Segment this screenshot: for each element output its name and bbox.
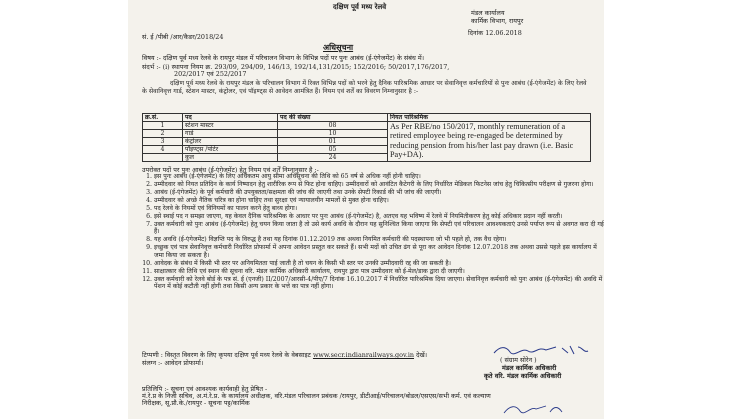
reference-number: सं. ई /पीबी /आर/कैडर/2018/24	[142, 33, 224, 41]
total-label: कुल	[183, 154, 278, 162]
conditions-list	[142, 173, 604, 291]
office-line2: कार्मिक विभाग, रायपुर	[471, 17, 524, 25]
list-item: 3. आबंध (ई-एंगेजमेंट) के पूर्व कर्मचारी की उपयुक्तता/सक्षमता की जांच की जाएगी तथा उनके सेफ्टी रिकार्ड की भी जांच की जाएगी।	[154, 189, 604, 196]
intro-paragraph: दक्षिण पूर्व मध्य रेलवे के रायपुर मंडल के परिचालन विभाग में रिक्त विभिन्न पदों को भरने हेतु दैनिक पारिश्रमिक आधार पर सेवानिवृत्त कर्मचारियों से पुनः आबंध (ई-एंगेजमेंट) के लिए रेलवे के सेवानिवृत्त गार्ड, स्टेशन मास्टर, कंट्रोलर, एवं पॉइण्ट्स से आवेदन आमंत्रित हैं। नियम एवं शर्तें का विवरण निम्नानुसार है :-	[142, 80, 587, 95]
row-post: गार्ड	[183, 130, 278, 138]
copy-line2: निरीक्षक, सू.प्रौ.के./रायपुर - सूचना पट्ट/कार्मिक	[142, 399, 250, 407]
list-item: 12. उक्त कर्मचारी को रेलवे बोर्ड के पत्र सं. ई (एनजी) II/2007/आरसी-4/पीए/7 दिनांक 16.10.2017 में निर्धारित पारिश्रमिक दिया जाएगा। सेवानिवृत्त कर्मचारी को पुनः आबंध (ई-एंगेजमेंट) की अवधि में पेंशन में कोई कटौती नहीं होगी तथा किसी अन्य प्रकार के भत्ते का पात्र नहीं होगा।	[154, 276, 604, 291]
right-margin	[604, 0, 730, 419]
row-serial: 3	[143, 138, 183, 146]
list-item: 4. उम्मीदवार को अच्छे नैतिक चरित्र का होना चाहिए तथा सुरक्षा एवं न्यायालयीन मामलों से मुक्त होना चाहिए।	[154, 197, 604, 204]
row-count: 01	[278, 138, 388, 146]
note-prefix: टिप्पणी : विस्तृत विवरण के लिए कृपया दक्षिण पूर्व मध्य रेलवे के वेबसाइट	[142, 351, 311, 359]
subject-line: विषय :- दक्षिण पूर्व मध्य रेलवे के रायपुर मंडल में परिचालन विभाग के विभिन्न पदों पर पुनः आबंध (ई-एंगेजमेंट) के संबंध में।	[142, 54, 425, 62]
website-link[interactable]: www.secr.indianrailways.gov.in	[312, 351, 415, 359]
signatory-name: ( संग्राम सोरेन )	[500, 356, 537, 364]
notification-title: अधिसूचना	[323, 42, 354, 52]
stamp-scribble	[500, 403, 570, 415]
reference-line2: 202/2017 एवं 252/2017	[174, 70, 247, 78]
left-margin	[0, 0, 128, 419]
list-item: 5. पद रेलवे के नियमों एवं विनियमों का पालन करने हेतु बाध्य होगा।	[154, 205, 604, 212]
reference-line1: संदर्भ :- (i) स्थापना नियम क्र. 293/09, 294/09, 146/13, 192/14,131/2015; 152/2016; 50/2017,176/2017,	[142, 63, 450, 71]
railway-header: दक्षिण पूर्व मध्य रेलवे	[333, 2, 387, 11]
column-header: क्र.सं.	[143, 114, 183, 122]
row-serial: 4	[143, 146, 183, 154]
row-serial: 2	[143, 130, 183, 138]
list-item: 6. इसे स्थाई पद न समझा जाएगा, यह केवल दैनिक पारिश्रमिक के आधार पर पुनः आबंध (ई-एंगेजमेंट) है, अतएव यह भविष्य में रेलवे में नियमितीकरण हेतु कोई अधिकार प्रदान नहीं करती।	[154, 213, 604, 220]
row-post: कंट्रोलर	[183, 138, 278, 146]
table-row	[143, 122, 591, 130]
document-date: दिनांक 12.06.2018	[468, 29, 522, 37]
table-header-row	[143, 114, 591, 122]
row-post: पॉइण्ट्स /पोर्टर	[183, 146, 278, 154]
row-serial: 1	[143, 122, 183, 130]
office-line1: मंडल कार्यालय	[471, 9, 505, 17]
conditions-header: उपरोक्त पदों पर पुनः आबंध (ई-एंगेजमेंट) हेतु नियम एवं शर्तें निम्नानुसार है :-	[142, 166, 319, 174]
document-page	[128, 0, 604, 419]
row-count: 10	[278, 130, 388, 138]
list-item: 9. इच्छुक एवं पात्र सेवानिवृत्त कर्मचारी निर्धारित प्रोफार्मा में अपना आवेदन प्रस्तुत कर सकते हैं। सभी मदों को उचित ढंग से पूरा कर आवेदन दिनांक 12.07.2018 तक अथवा उससे पहले इस कार्यालय में जमा किया जा सकता है।	[154, 244, 604, 259]
row-count: 05	[278, 146, 388, 154]
column-header: नियत पारिश्रमिक	[388, 114, 591, 122]
copy-line1: मं.रे.प्र के निजी सचिव, अ.मं.रे.प्र. के कार्यालय अधीक्षक, वरि.मंडल परिचालन प्रबंधक /रायपुर, डीटीआई/परिचालन/बोडल/एसएस/सभी कर्म. एवं कल्याण	[142, 392, 491, 400]
signatory-title-behalf: कृते वरि. मंडल कार्मिक अधिकारी	[484, 372, 562, 380]
website-note	[142, 351, 427, 359]
posts-table	[142, 113, 591, 162]
list-item: 10. आवेदक के संबंध में किसी भी स्तर पर अनियमितता पाई जाती है तो चयन के किसी भी स्तर पर उनकी उम्मीदवारी रद्द की जा सकती है।	[154, 260, 604, 267]
remuneration-cell: As Per RBE/no 150/2017, monthly remuneration of a retired employee being re-engaged be determined by reducing pension from his/her last pay drawn (i.e. Basic Pay+DA).	[388, 122, 591, 162]
total-count: 24	[278, 154, 388, 162]
row-count: 08	[278, 122, 388, 130]
handwritten-signature	[480, 344, 600, 356]
signatory-title: मंडल कार्मिक अधिकारी	[502, 364, 557, 372]
column-header: पद की संख्या	[278, 114, 388, 122]
list-item: 1. इस पुनः आबंध (ई-एंगेजमेंट) के लिए अधिकतम आयु सीमा अधिसूचना की तिथि को 65 वर्ष से अधिक नहीं होनी चाहिए।	[154, 173, 604, 180]
note-suffix: देखें।	[416, 351, 428, 359]
list-item: 2. उम्मीदवार को नियत प्रतिदिन के कार्य निष्पादन हेतु शारीरिक रूप से फिट होना चाहिए। उम्मीदवारों को आवंटित कैटेगरी के लिए निर्धारित मेडिकल फिटनेस जांच हेतु चिकित्सीय परीक्षण से गुजरना होगा।	[154, 181, 604, 188]
list-item: 8. यह अवधि (ई-एंगेजमेंट) विज्ञप्ति पद के विरुद्ध है तथा यह दिनांक 01.12.2019 तक अथवा नियमित कर्मचारी की पदस्थापना जो भी पहले हो, तक वैध रहेगा।	[154, 236, 604, 243]
column-header: पद	[183, 114, 278, 122]
row-post: स्टेशन मास्टर	[183, 122, 278, 130]
list-item: 7. उक्त कर्मचारी को पुनः आबंध (ई-एंगेजमेंट) हेतु चयन किया जाता है तो उसे कार्य अवधि के दौरान यह सुनिश्चित किया जाएगा कि सेफ्टी एवं परिचालन आवश्यकताएं उनसे पर्याप्त रूप से अवगत करा दी गई हैं।	[154, 221, 604, 236]
enclosure-line: संलग्न :- आवेदन प्रोफार्मा।	[142, 359, 204, 367]
copy-header: प्रतिलिपि :- सूचना एवं आवश्यक कार्यवाही हेतु प्रेषित -	[142, 385, 268, 393]
list-item: 11. साक्षात्कार की तिथि एवं स्थान की सूचना वरि. मंडल कार्मिक अधिकारी कार्यालय, रायपुर द्वारा पात्र उम्मीदवार को ई-मेल/डाक द्वारा दी जाएगी।	[154, 268, 604, 275]
